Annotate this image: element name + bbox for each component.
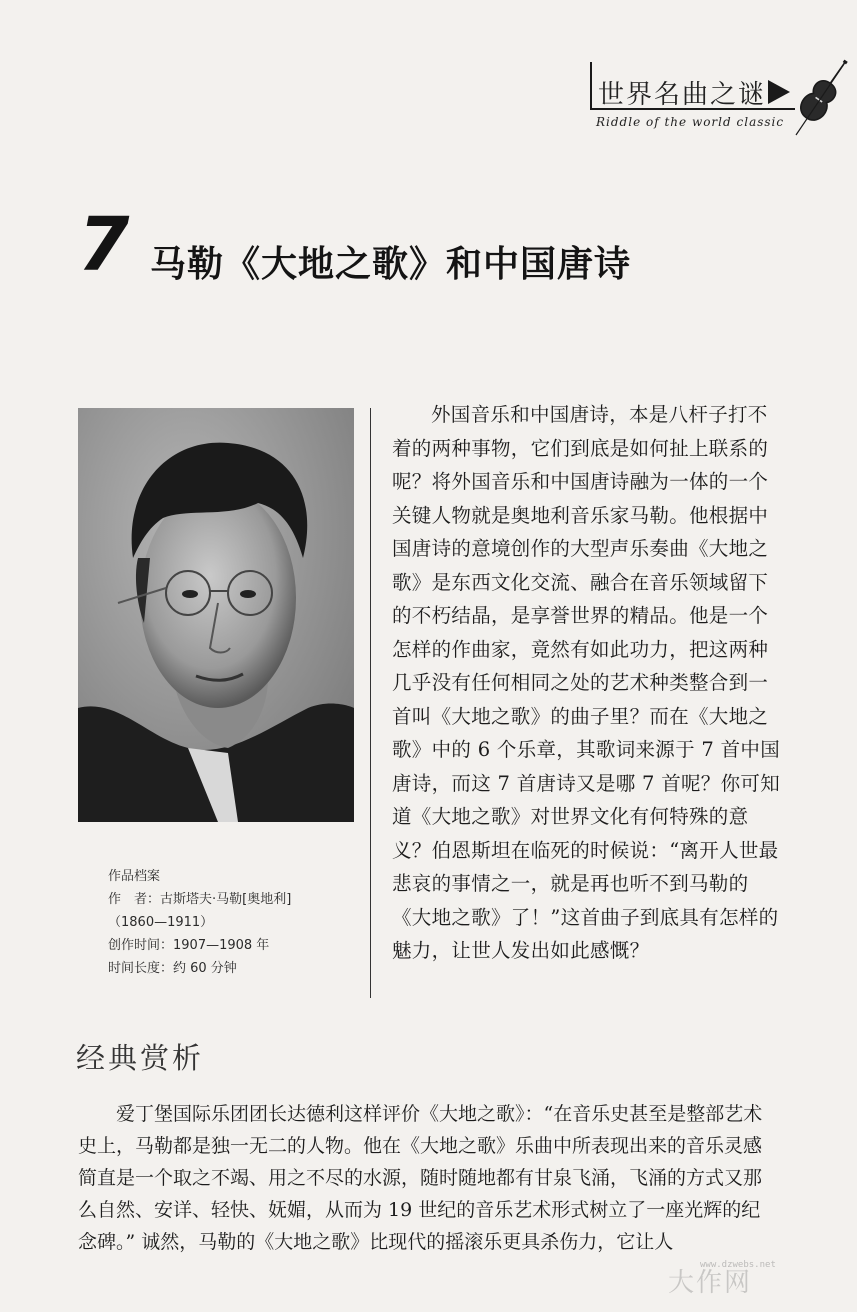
series-subtitle: Riddle of the world classic — [596, 115, 785, 129]
intro-text: 外国音乐和中国唐诗，本是八杆子打不着的两种事物，它们到底是如何扯上联系的呢？将外国音乐和中国唐诗融为一体的一个关键人物就是奥地利音乐家马勒。他根据中国唐诗的意境创作的大型声乐奏曲《大地之歌》是东西文化交流、融合在音乐领域留下的不朽结晶，是享誉世界的精品。他是一个怎样的作曲家，竟然有如此功力，把这两种几乎没有任何相同之处的艺术种类整合到一首叫《大地之歌》的曲子里？而在《大地之歌》中的 6 个乐章，其歌词来源于 7 首中国唐诗，而这 7 首唐诗又是哪 7 首呢？你可知道《大地之歌》对世界文化有何特殊的意义？伯恩斯坦在临死的时候说：“离开人世最悲哀的事情之一，就是再也听不到马勒的《大地之歌》了！”这首曲子到底具有怎样的魅力，让世人发出如此感慨？ — [392, 403, 781, 962]
profile-years: （1860—1911） — [108, 915, 214, 930]
section-body — [78, 1098, 778, 1258]
chapter-number: 7 — [78, 202, 130, 288]
chapter-title: 马勒《大地之歌》和中国唐诗 — [150, 244, 632, 285]
watermark-brand: 大作网 — [668, 1268, 753, 1298]
profile-duration: 时间长度：约 60 分钟 — [108, 961, 237, 976]
violin-icon — [790, 50, 850, 145]
profile-composer: 作 者：古斯塔夫·马勒[奥地利] — [108, 892, 292, 907]
column-divider — [370, 408, 371, 998]
section-text: 爱丁堡国际乐团团长达德利这样评价《大地之歌》：“在音乐史甚至是整部艺术史上，马勒都是独一无二的人物。他在《大地之歌》乐曲中所表现出来的音乐灵感简直是一个取之不竭、用之不尽的水源，随时随地都有甘泉飞涌，飞涌的方式又那么自然、安详、轻快、妩媚，从而为 19 世纪的音乐艺术形式树立了一座光辉的纪念碑。” 诚然，马勒的《大地之歌》比现代的摇滚乐更具杀伤力，它让人 — [78, 1103, 763, 1253]
series-title: 世界名曲之谜 — [598, 80, 767, 110]
profile-composed: 创作时间：1907—1908 年 — [108, 938, 270, 953]
work-profile — [108, 865, 368, 980]
composer-portrait — [78, 408, 354, 822]
section-heading: 经典赏析 — [76, 1041, 205, 1075]
watermark-url: www.dzwebs.net — [700, 1260, 776, 1270]
profile-label: 作品档案 — [108, 869, 161, 884]
triangle-ornament-icon — [768, 80, 790, 104]
intro-paragraph — [392, 398, 782, 968]
header-vertical-rule — [590, 62, 592, 108]
header-rule — [590, 108, 795, 110]
